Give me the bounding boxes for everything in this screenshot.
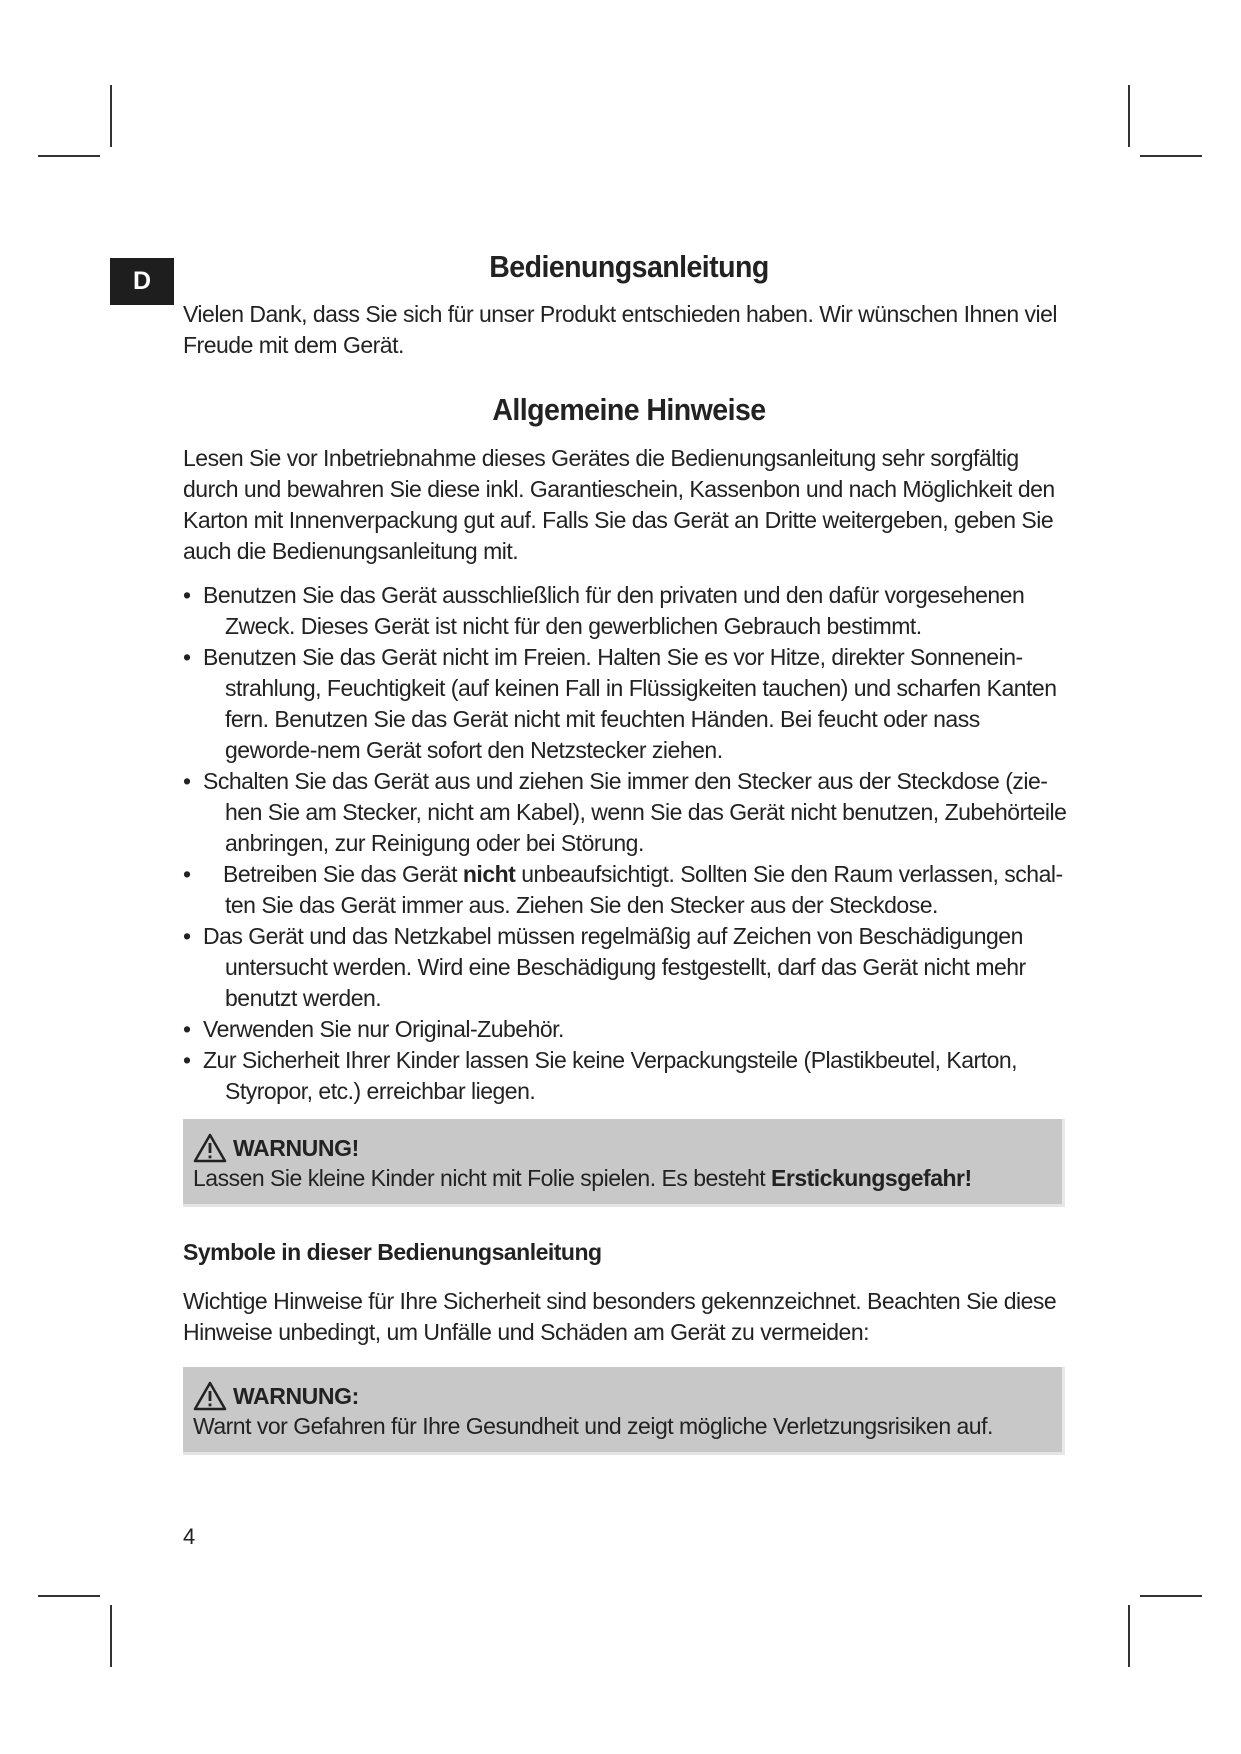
crop-mark <box>1140 1595 1202 1597</box>
list-item: • Zur Sicherheit Ihrer Kinder lassen Sie keine Verpackungsteile (Plastikbeutel, Karton, Styropor, etc.) erreichbar liegen. <box>183 1047 1018 1104</box>
warning-label: WARNUNG! <box>233 1135 359 1161</box>
warning-text: Warnt vor Gefahren für Ihre Gesundheit und zeigt mögliche Verletzungsrisiken auf. <box>193 1413 993 1439</box>
intro-text: Vielen Dank, dass Sie sich für unser Produkt entschieden haben. Wir wünschen Ihnen viel Freude mit dem Gerät. <box>183 301 1058 358</box>
warning-triangle-icon <box>193 1381 227 1411</box>
general-text: Lesen Sie vor Inbetriebnahme dieses Gerätes die Bedienungsanleitung sehr sorgfältig durch und bewahren Sie diese inkl. Garantieschein, Kassenbon und nach Möglichkeit den Karton mit Innenverpackung gut auf. Falls Sie das Gerät an Dritte weitergeben, geben Sie auch die Bedienungsanleitung mit. <box>183 445 1055 564</box>
bullet: • <box>183 582 191 608</box>
bullet: • <box>183 768 191 794</box>
list-item: • Das Gerät und das Netzkabel müssen regelmäßig auf Zeichen von Beschädigungen untersucht werden. Wird eine Beschädigung festgestellt, darf das Gerät nicht mehr benutzt werden. <box>183 923 1026 1011</box>
page-content <box>183 245 1075 1455</box>
list-item: • Betreiben Sie das Gerät nicht unbeaufsichtigt. Sollten Sie den Raum verlassen, schal- ten Sie das Gerät immer aus. Ziehen Sie den Stecker aus der Steckdose. <box>183 861 1063 918</box>
warning-box-children <box>183 1119 1065 1207</box>
warning-label: WARNUNG: <box>233 1383 359 1409</box>
crop-mark <box>110 85 112 147</box>
crop-mark <box>38 1595 100 1597</box>
bullet: • <box>183 861 191 887</box>
symbols-text: Wichtige Hinweise für Ihre Sicherheit sind besonders gekennzeichnet. Beachten Sie diese Hinweise unbedingt, um Unfälle und Schäden am Gerät zu vermeiden: <box>183 1288 1057 1345</box>
crop-mark <box>110 1605 112 1667</box>
bullet: • <box>183 1047 191 1073</box>
crop-mark <box>1128 85 1130 147</box>
symbols-title: Symbole in dieser Bedienungsanleitung <box>183 1239 602 1265</box>
bullet: • <box>183 923 191 949</box>
list-item: • Verwenden Sie nur Original-Zubehör. <box>183 1014 1075 1045</box>
warning-triangle-icon <box>193 1133 227 1163</box>
safety-rules-list <box>183 580 1075 1107</box>
list-item: • Benutzen Sie das Gerät ausschließlich für den privaten und den dafür vorgesehenen Zweck. Dieses Gerät ist nicht für den gewerblichen Gebrauch bestimmt. <box>183 582 1025 639</box>
bullet: • <box>183 1016 191 1042</box>
list-item: • Schalten Sie das Gerät aus und ziehen Sie immer den Stecker aus der Steckdose (zie- hen Sie am Stecker, nicht am Kabel), wenn Sie das Gerät nicht benutzen, Zubehörteile anbringen, zur Reinigung oder bei Störung. <box>183 768 1067 856</box>
warning-header <box>193 1381 1052 1411</box>
page-title: Bedienungsanleitung <box>489 249 769 284</box>
crop-mark <box>1140 155 1202 157</box>
warning-text: Lassen Sie kleine Kinder nicht mit Folie spielen. Es besteht Erstickungsgefahr! <box>193 1165 972 1191</box>
language-tab: D <box>110 258 174 305</box>
warning-header <box>193 1133 1052 1163</box>
list-item: • Benutzen Sie das Gerät nicht im Freien. Halten Sie es vor Hitze, direkter Sonnenein- strahlung, Feuchtigkeit (auf keinen Fall in Flüssigkeiten tauchen) und scharfen Kanten fern. Benutzen Sie das Gerät nicht mit feuchten Händen. Bei feucht oder nass geworde-nem Gerät sofort den Netzstecker ziehen. <box>183 644 1057 763</box>
crop-mark <box>38 155 100 157</box>
page-number: 4 <box>183 1524 196 1549</box>
bullet: • <box>183 644 191 670</box>
section-title: Allgemeine Hinweise <box>492 392 766 427</box>
crop-mark <box>1128 1605 1130 1667</box>
warning-box-legend <box>183 1367 1065 1455</box>
